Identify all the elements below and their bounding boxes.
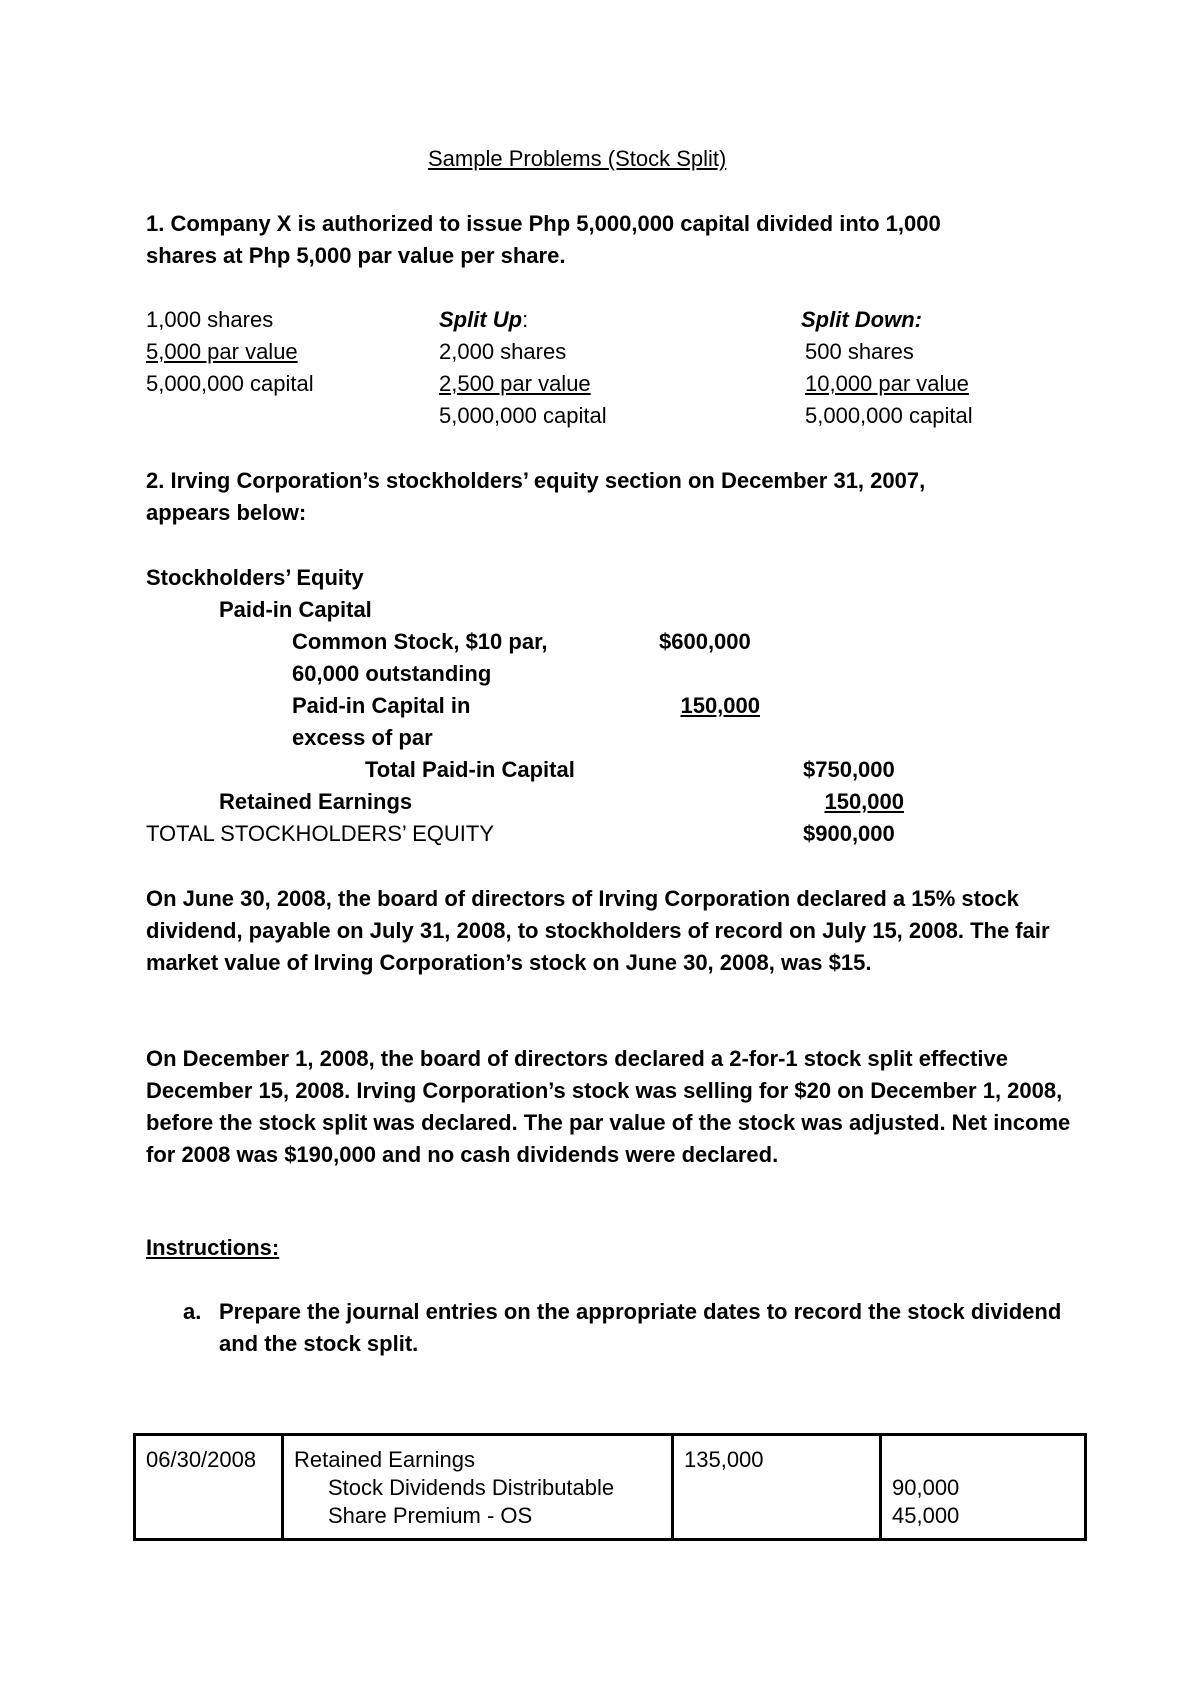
journal-debit-account: Retained Earnings: [294, 1447, 476, 1472]
split-down-shares: 500 shares: [805, 339, 914, 364]
common-stock-label-line2: 60,000 outstanding: [292, 661, 492, 686]
common-stock-value: $600,000: [659, 629, 751, 654]
split-up-capital: 5,000,000 capital: [439, 403, 607, 428]
instructions-heading: Instructions:: [146, 1235, 280, 1260]
problem1-text-line2: shares at Php 5,000 par value per share.: [146, 243, 566, 268]
journal-credit-account-2: Share Premium - OS: [328, 1503, 533, 1528]
pic-excess-label-line2: excess of par: [292, 725, 433, 750]
paid-in-capital-label: Paid-in Capital: [219, 597, 372, 622]
split-up-heading: [439, 307, 528, 333]
split-up-heading-colon: :: [522, 307, 529, 332]
total-equity-value: $900,000: [803, 821, 895, 846]
problem2-text-line2: appears below:: [146, 500, 307, 525]
paragraph-stock-split: On December 1, 2008, the board of directors declared a 2-for-1 stock split effective December 15, 2008. Irving Corporation’s stock was selling for $20 on December 1, 2008, before the stock split was declared. The par value of the stock was adjusted. Net income for 2008 was $190,000 and no cash dividends were declared.: [146, 1046, 1071, 1167]
instruction-a-text: Prepare the journal entries on the appropriate dates to record the stock dividend and the stock split.: [219, 1299, 1062, 1356]
journal-account-cell: [283, 1435, 673, 1540]
split-down-capital: 5,000,000 capital: [805, 403, 973, 428]
common-stock-label-line1: Common Stock, $10 par,: [292, 629, 548, 654]
retained-earnings-label: Retained Earnings: [219, 789, 413, 814]
original-par-value: 5,000 par value: [146, 339, 298, 364]
split-up-shares: 2,000 shares: [439, 339, 567, 364]
journal-credit-cell: [881, 1435, 1086, 1540]
journal-debit-amount: 135,000: [684, 1447, 764, 1472]
total-pic-value: $750,000: [803, 757, 895, 782]
journal-credit-account-1: Stock Dividends Distributable: [328, 1475, 615, 1500]
paragraph-stock-dividend: On June 30, 2008, the board of directors of Irving Corporation declared a 15% stock dividend, payable on July 31, 2008, to stockholders of record on July 15, 2008. The fair market value of Irving Corporation’s stock on June 30, 2008, was $15.: [146, 886, 1050, 975]
journal-entry-table: [133, 1433, 1087, 1541]
journal-date-cell: [135, 1435, 283, 1540]
journal-debit-cell: [673, 1435, 881, 1540]
equity-heading: Stockholders’ Equity: [146, 565, 364, 590]
original-shares: 1,000 shares: [146, 307, 274, 332]
split-up-par-value: 2,500 par value: [439, 371, 591, 396]
page-title: Sample Problems (Stock Split): [428, 146, 727, 171]
pic-excess-label-line1: Paid-in Capital in: [292, 693, 471, 718]
split-down-par-value: 10,000 par value: [805, 371, 969, 396]
pic-excess-value: 150,000: [680, 693, 760, 718]
total-equity-label: TOTAL STOCKHOLDERS’ EQUITY: [146, 821, 494, 846]
retained-earnings-value: 150,000: [824, 789, 904, 814]
split-down-heading: Split Down:: [801, 307, 922, 332]
journal-date: 06/30/2008: [146, 1447, 257, 1472]
table-row: [135, 1435, 1086, 1540]
original-capital: 5,000,000 capital: [146, 371, 314, 396]
total-pic-label: Total Paid-in Capital: [365, 757, 575, 782]
instruction-a-marker: a.: [183, 1299, 202, 1324]
split-up-heading-text: Split Up: [439, 307, 523, 332]
journal-credit-amount-2: 45,000: [892, 1503, 960, 1528]
journal-credit-amount-1: 90,000: [892, 1475, 960, 1500]
problem2-text-line1: 2. Irving Corporation’s stockholders’ equity section on December 31, 2007,: [146, 468, 926, 493]
problem1-text-line1: 1. Company X is authorized to issue Php 5,000,000 capital divided into 1,000: [146, 211, 941, 236]
